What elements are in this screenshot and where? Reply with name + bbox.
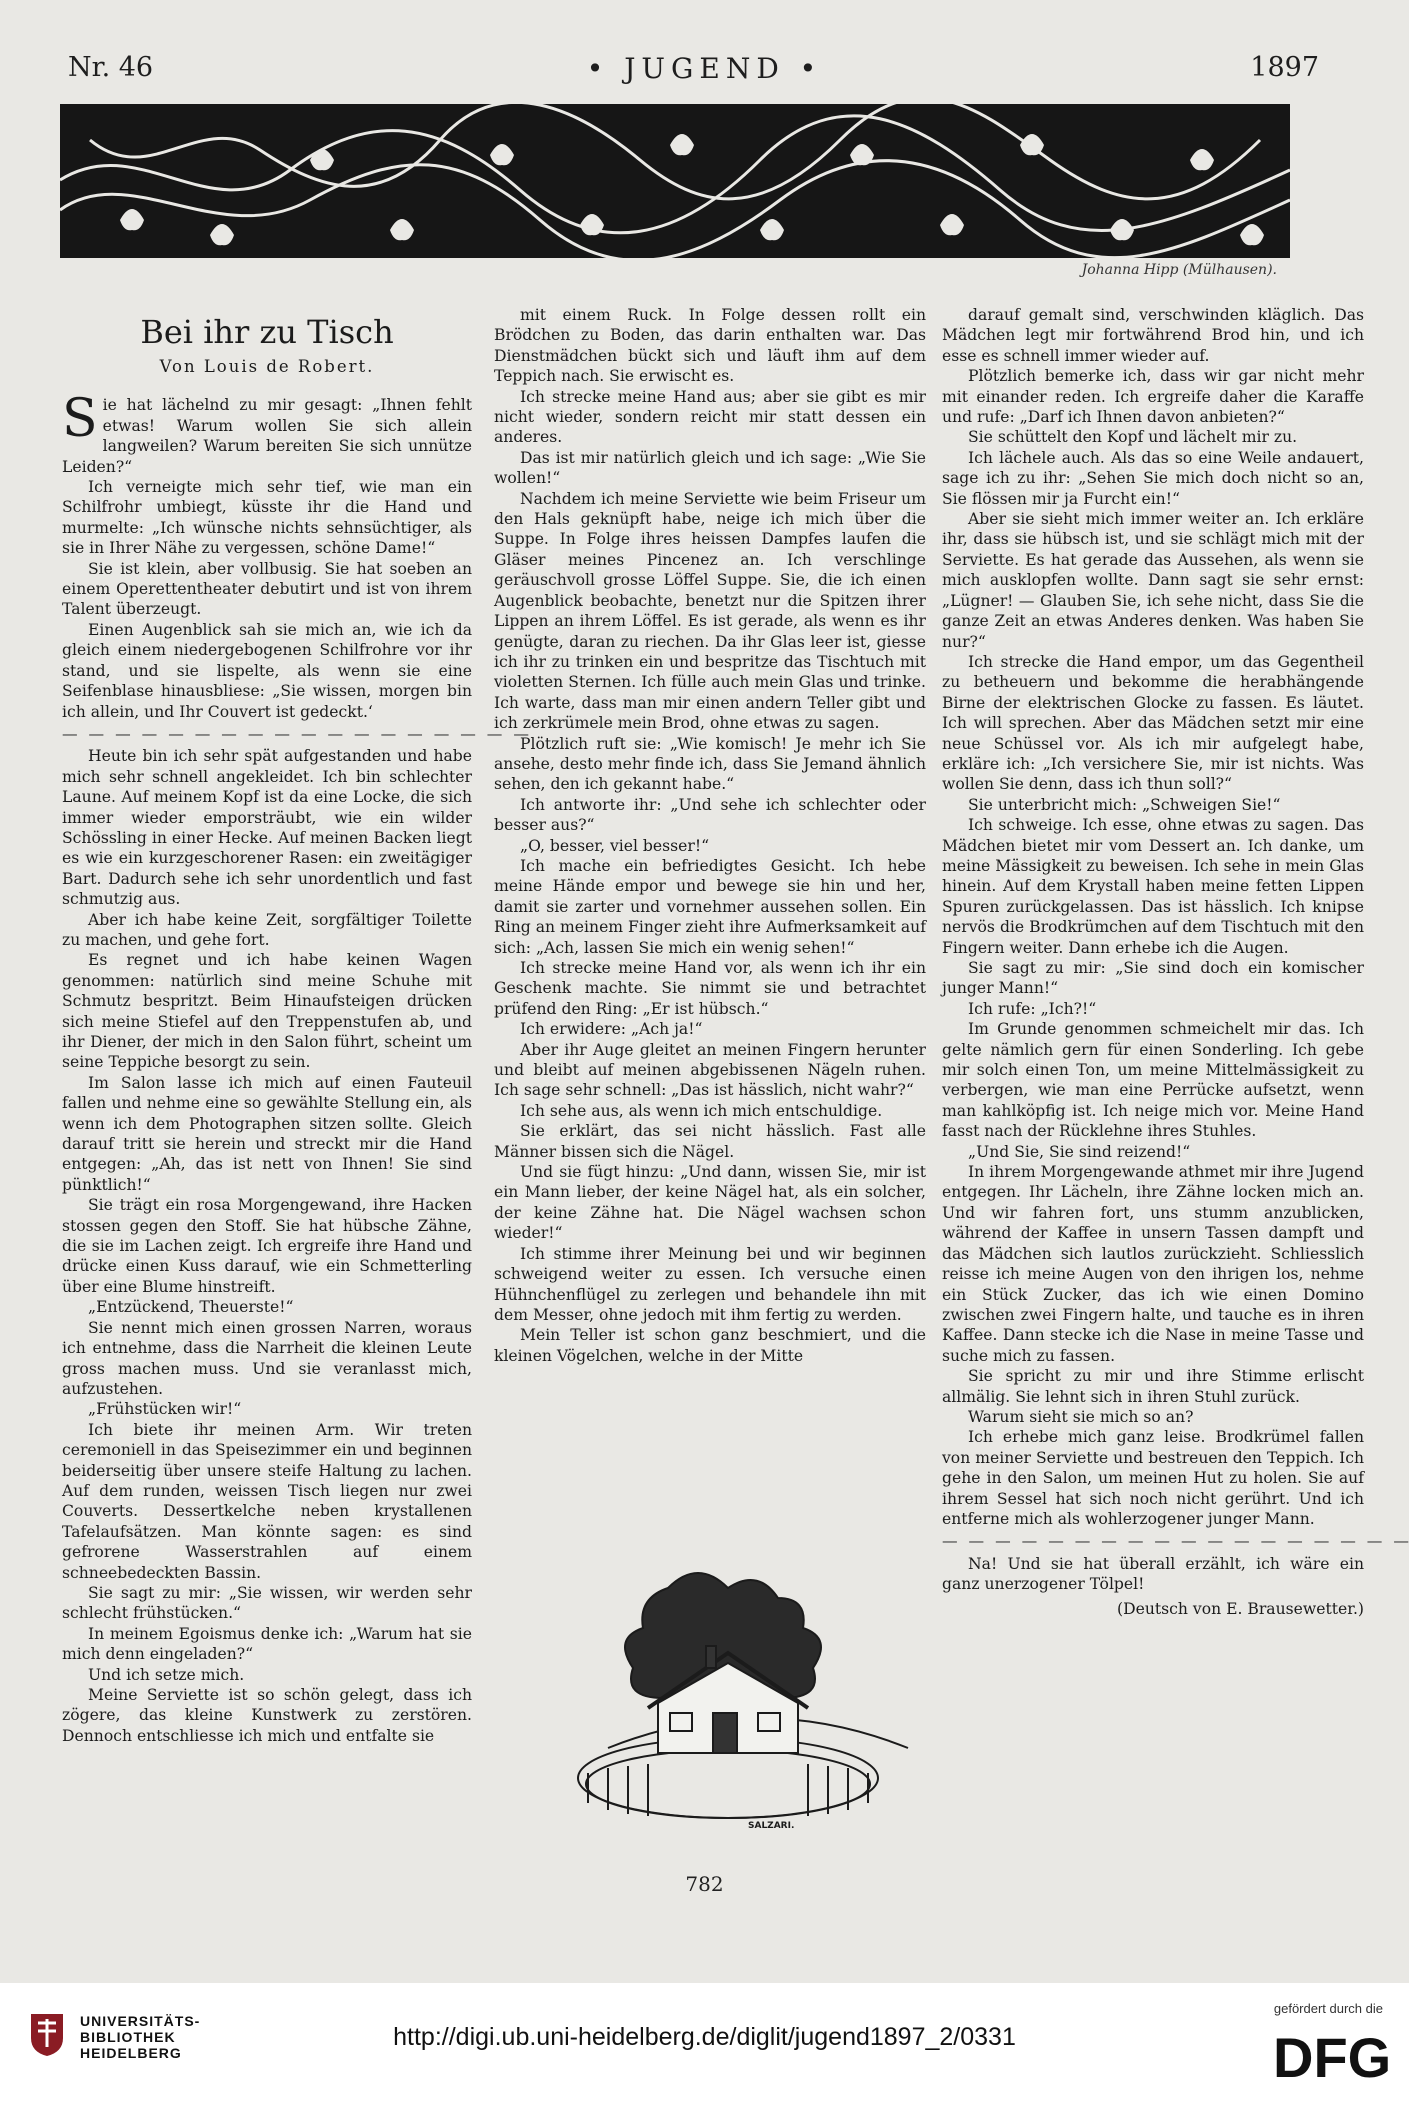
paragraph: Ich lächele auch. Als das so eine Weile andauert, sage ich zu ihr: „Sehen Sie mich doch nicht so an, Sie flössen mir ja Furcht ein!“ [942,448,1364,508]
funding-note: gefördert durch die [1273,2001,1383,2016]
lily-of-the-valley-banner [60,100,1290,262]
column-3 [942,305,1412,1619]
paragraph: Und ich setze mich. [88,1665,245,1684]
permalink-url[interactable]: http://digi.ub.uni-heidelberg.de/diglit/jugend1897_2/0331 [393,2023,1016,2051]
issue-number: Nr. 46 [68,52,154,83]
paragraph: Im Salon lasse ich mich auf einen Fauteuil fallen und nehme eine so gewählte Stellung ein, als wenn ich dem Photographen sitzen sollte. Gleich darauf tritt sie herein und streckt mir die Hand entgegen: „Ah, das ist nett von Ihnen! Sie sind pünktlich!“ [62,1073,472,1194]
digitization-footer [0,1983,1409,2101]
paragraph: In meinem Egoismus denke ich: „Warum hat sie mich denn eingeladen?“ [62,1624,472,1664]
drop-cap: S [62,389,98,450]
paragraph: Aber ich habe keine Zeit, sorgfältiger Toilette zu machen, und gehe fort. [62,910,472,949]
paragraph: Sie spricht zu mir und ihre Stimme erlischt allmälig. Sie lehnt sich in ihren Stuhl zurück. [942,1367,1364,1406]
paragraph: Sie sagt zu mir: „Sie wissen, wir werden sehr schlecht frühstücken.“ [62,1583,472,1623]
paragraph: Heute bin ich sehr spät aufgestanden und habe mich sehr schnell angekleidet. Ich bin schlechter Laune. Auf meinem Kopf ist da eine Locke, die sich immer wieder emporsträubt, wie ein wilder Schössling in einer Hecke. Auf meinen Backen liegt es wie ein kurzgeschorener Rasen: ein zweitägiger Bart. Dadurch sehe ich sehr unordentlich und fast schmutzig aus. [62,747,472,909]
library-name-line-2: BIBLIOTHEK [80,2029,176,2045]
paragraph: „Und Sie, Sie sind reizend!“ [968,1142,1191,1161]
paragraph: Plötzlich ruft sie: „Wie komisch! Je mehr ich Sie ansehe, desto mehr finde ich, dass Sie Jemand ähnlich sehen, den ich gekannt habe.“ [494,734,926,794]
paragraph: Sie ist klein, aber vollbusig. Sie hat soeben an einem Operettentheater debutirt und ist von ihrem Talent überzeugt. [62,559,472,619]
cottage-vignette [548,1548,908,1838]
column-2 [494,305,926,1366]
illustration-credit: Johanna Hipp (Mülhausen). [1081,262,1277,278]
paragraph: Warum sieht sie mich so an? [968,1407,1194,1426]
paragraph: Sie erklärt, das sei nicht hässlich. Fast alle Männer bissen sich die Nägel. [494,1122,926,1161]
paragraph: Aber ihr Auge gleitet an meinen Fingern herunter und bleibt auf meinen abgebissenen Nägeln ruhen. Ich sage sehr schnell: „Das ist hässlich, nicht wahr?“ [494,1040,926,1100]
section-separator-2: — — — — — — — — — — — — — — — — — — [942,1532,1412,1551]
paragraph: In ihrem Morgengewande athmet mir ihre Jugend entgegen. Ihr Lächeln, ihre Zähne locken mich an. Und wir fahren fort, uns stumm anzublicken, während der Kaffee in unsern Tassen dampft und das Mädchen sich lautlos zurückzieht. Schliesslich reisse ich meine Augen von den ihrigen los, nehme ein Stück Zucker, das ich wie einen Domino zwischen zwei Fingern halte, und tauche es in ihren Kaffee. Dann stecke ich die Nase in meine Tasse und suche mich zu fassen. [942,1163,1364,1365]
paragraph: „Entzückend, Theuerste!“ [88,1298,294,1317]
paragraph: Ich stimme ihrer Meinung bei und wir beginnen schweigend weiter zu essen. Ich versuche einen Hühnchenflügel zu zerlegen und behandele ihn mit dem Messer, ohne jedoch mit ihm fertig zu werden. [494,1244,926,1324]
paragraph: Ich strecke die Hand empor, um das Gegentheil zu betheuern und bekomme die herabhängende Birne der elektrischen Glocke zu fassen. Es läutet. Ich will sprechen. Aber das Mädchen setzt mir eine neue Schüssel vor. Als ich mir aufgelegt habe, erkläre ich: „Ich versichere Sie, mir ist nichts. Was wollen Sie denn, dass ich thun soll?“ [942,652,1364,794]
paragraph: Sie unterbricht mich: „Schweigen Sie!“ [968,795,1281,814]
paragraph: Aber sie sieht mich immer weiter an. Ich erkläre ihr, dass sie hübsch ist, und sie schlägt mich mit der Serviette. Es hat gerade das Aussehen, als wenn sie mich ausklopfen wollte. Dann sagt sie sehr ernst: „Lügner! — Glauben Sie, ich sehe nicht, dass Sie die ganze Zeit an etwas Anderes denken. Was haben Sie nur?“ [942,510,1364,651]
magazine-title: • JUGEND • [586,52,823,85]
paragraph: Es regnet und ich habe keinen Wagen genommen: natürlich sind meine Schuhe mit Schmutz bespritzt. Beim Hinaufsteigen drücken sich meine Stiefel auf den Treppenstufen ab, und ihr Diener, der mich in den Salon führt, scheint um seine Teppiche besorgt zu sein. [62,951,472,1072]
paragraph: Nachdem ich meine Serviette wie beim Friseur um den Hals geknüpft habe, neige ich mich über die Suppe. In Folge ihres heissen Dampfes laufen die Gläser meines Pincenez an. Ich verschlinge geräuschvoll grosse Löffel Suppe. Sie, die ich einen Augenblick beobachte, benetzt nur die Spitzen ihrer Lippen an ihrem Löffel. Es ist gerade, als wenn es ihr genügte, daran zu riechen. Da ihr Glas leer ist, giesse ich ihr zu trinken ein und bespritze das Tischtuch mit violetten Sternen. Ich fülle auch mein Glas und trinke. Ich warte, dass man mir einen andern Teller gibt und ich zerkrümele mein Brod, ohne etwas zu sagen. [494,489,926,733]
paragraph: Sie schüttelt den Kopf und lächelt mir zu. [968,428,1298,447]
paragraph: Ich erwidere: „Ach ja!“ [520,1020,703,1039]
paragraph: darauf gemalt sind, verschwinden kläglich. Das Mädchen legt mir fortwährend Brod hin, und ich esse es schnell immer wieder auf. [942,306,1364,365]
paragraph: Einen Augenblick sah sie mich an, wie ich da gleich einem niedergebogenen Schilfrohre vor ihr stand, und sie lispelte, als wenn sie eine Seifenblase hinausbliese: „Sie wissen, morgen bin ich allein, und Ihr Couvert ist gedeckt.‘ [62,620,472,721]
paragraph: Ich verneigte mich sehr tief, wie man ein Schilfrohr umbiegt, küsste ihr die Hand und murmelte: „Ich wünsche nichts sehnsüchtiger, als sie in Ihrer Nähe zu vergessen, schöne Dame!“ [62,478,472,558]
paragraph: Ich antworte ihr: „Und sehe ich schlechter oder besser aus?“ [494,795,926,835]
article-title: Bei ihr zu Tisch [140,313,394,351]
paragraph: Und sie fügt hinzu: „Und dann, wissen Sie, mir ist ein Mann lieber, der keine Nägel hat, als ein solcher, der keine Zähne hat. Die Nägel wachsen schon wieder!“ [494,1163,926,1243]
column-1-paragraphs [62,477,472,722]
vignette-signature: SALZARI. [748,1821,795,1831]
opening-paragraph: Sie hat lächelnd zu mir gesagt: „Ihnen fehlt etwas! Warum wollen Sie sich allein langweilen? Warum bereiten Sie sich unnütze Leiden?“ [62,389,472,476]
column-2-paragraphs [494,305,926,1366]
translator-credit: (Deutsch von E. Brausewetter.) [1117,1599,1364,1618]
paragraph: Ich schweige. Ich esse, ohne etwas zu sagen. Das Mädchen bietet mir vom Dessert an. Ich danke, um meine Mässigkeit zu beweisen. Ich sehe in mein Glas hinein. Auf dem Krystall haben meine fetten Lippen Spuren zurückgelassen. Das ist hässlich. Ich knipse nervös die Brodkrümchen auf dem Tischtuch mit den Fingern weiter. Dann erhebe ich die Augen. [942,816,1364,957]
column-3-paragraphs [942,305,1364,1529]
paragraph: Sie nennt mich einen grossen Narren, woraus ich entnehme, dass die Narrheit die kleinen Leute gross machen muss. Und sie veranlasst mich, aufzustehen. [62,1318,472,1398]
column-1 [62,305,532,1746]
column-1-paragraphs-continued [62,746,472,1746]
paragraph: mit einem Ruck. In Folge dessen rollt ein Brödchen zu Boden, das darin enthalten war. Das Dienstmädchen bückt sich und läuft ihm auf dem Teppich nach. Sie erwischt es. [494,306,926,386]
paragraph: Das ist mir natürlich gleich und ich sage: „Wie Sie wollen!“ [494,448,926,488]
paragraph: Ich rufe: „Ich?!“ [968,999,1097,1018]
library-name-line-3: HEIDELBERG [80,2045,182,2061]
paragraph: Ich strecke meine Hand vor, als wenn ich ihr ein Geschenk machte. Sie nimmt sie und betrachtet prüfend den Ring: „Er ist hübsch.“ [494,959,926,1018]
paragraph: Im Grunde genommen schmeichelt mir das. Ich gelte nämlich gern für einen Sonderling. Ich gebe mir solch einen Ton, um meine Mittelmässigkeit zu verbergen, wie man eine Perrücke aufsetzt, wenn man kahlköpfig ist. Ich neige mich vor. Meine Hand fasst nach der Rücklehne ihres Stuhles. [942,1020,1364,1141]
article-author: Von Louis de Robert. [159,357,375,376]
paragraph: Sie sagt zu mir: „Sie sind doch ein komischer junger Mann!“ [942,959,1364,998]
paragraph: Ich sehe aus, als wenn ich mich entschuldige. [520,1101,883,1120]
paragraph: Ich mache ein befriedigtes Gesicht. Ich hebe meine Hände empor und bewege sie hin und her, damit sie zarter und vornehmer aussehen sollen. Ein Ring an meinem Finger zieht ihre Aufmerksamkeit auf sich: „Ach, lassen Sie mich ein wenig sehen!“ [494,856,926,957]
dfg-logo [1273,2023,1392,2089]
paragraph: „Frühstücken wir!“ [88,1400,242,1419]
closing-paragraph: Na! Und sie hat überall erzählt, ich wäre ein ganz unerzogener Tölpel! [942,1554,1364,1594]
section-separator: — — — — — — — — — — — — — — — — — — [62,724,532,743]
paragraph: Ich strecke meine Hand aus; aber sie gibt es mir nicht wieder, sondern reicht mir statt dessen ein anderes. [494,387,926,447]
paragraph: Sie trägt ein rosa Morgengewand, ihre Hacken stossen gegen den Stoff. Sie hat hübsche Zähne, die sie im Lachen zeigt. Ich ergreife ihre Hand und drücke einen Kuss darauf, wie ein Schmetterling über eine Blume hinstreift. [62,1196,472,1296]
page-number: 782 [685,1872,724,1896]
paragraph: Mein Teller ist schon ganz beschmiert, und die kleinen Vögelchen, welche in der Mitte [494,1326,926,1365]
paragraph: Meine Serviette ist so schön gelegt, dass ich zögere, das kleine Kunstwerk zu zerstören. Dennoch entschliesse ich mich und entfalte sie [62,1686,472,1745]
paragraph: Plötzlich bemerke ich, dass wir gar nicht mehr mit einander reden. Ich ergreife daher die Karaffe und rufe: „Darf ich Ihnen davon anbieten?“ [942,367,1364,427]
issue-year: 1897 [1250,52,1319,83]
paragraph: Ich biete ihr meinen Arm. Wir treten ceremoniell in das Speisezimmer ein und beginnen beiderseitig über unsere steife Haltung zu lachen. Auf dem runden, weissen Tisch liegen nur zwei Couverts. Dessertkelche neben krystallenen Tafelaufsätzen. Man könnte sagen: es sind gefrorene Wasserstrahlen auf einem schneebedeckten Bassin. [62,1420,472,1582]
svg-text:DFG: DFG [1273,2026,1392,2089]
library-name-line-1: UNIVERSITÄTS- [80,2013,201,2029]
paragraph: „O, besser, viel besser!“ [520,836,710,855]
paragraph: Ich erhebe mich ganz leise. Brodkrümel fallen von meiner Serviette und bestreuen den Teppich. Ich gehe in den Salon, um meinen Hut zu holen. Sie auf ihrem Sessel hat sich noch nicht gerührt. Und ich entferne mich als wohlerzogener junger Mann. [942,1428,1364,1528]
